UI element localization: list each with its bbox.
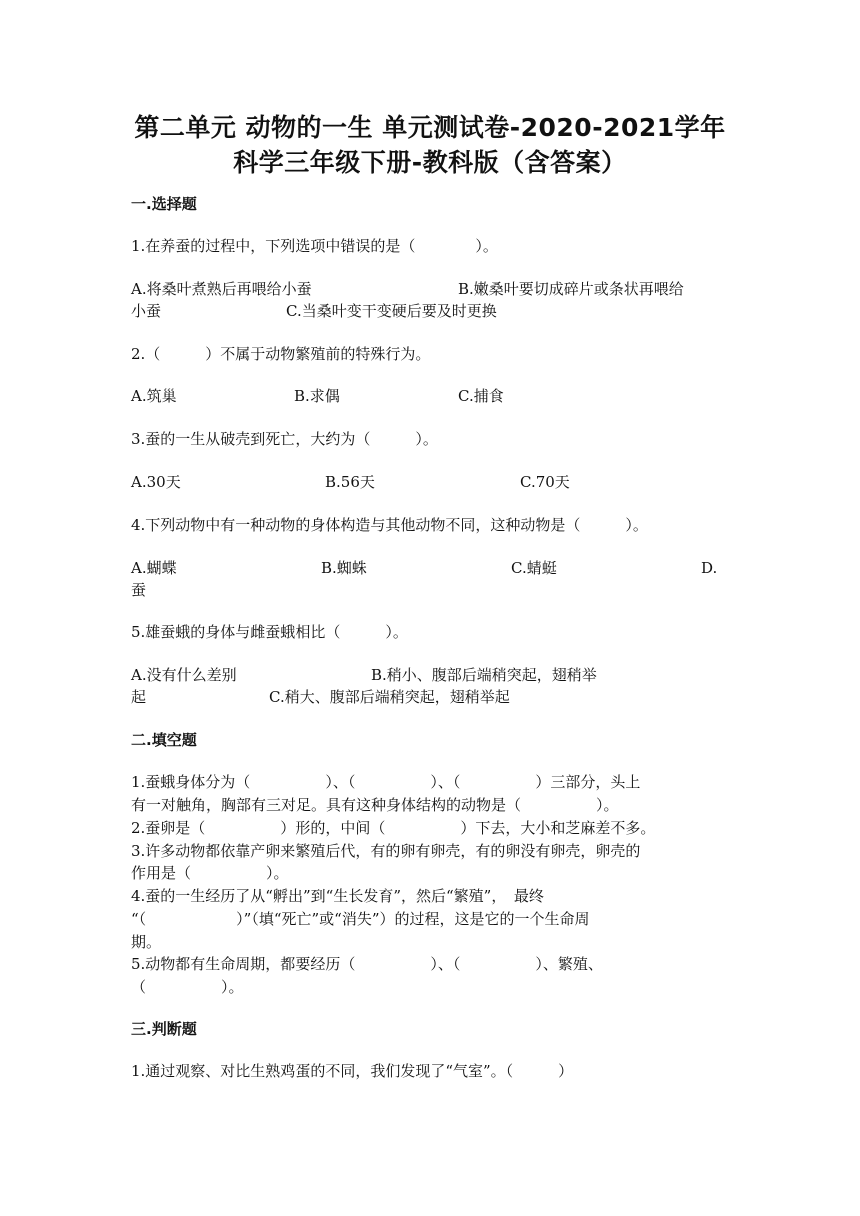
option-b: B.稍小、腹部后端稍突起，翅稍举	[371, 666, 597, 684]
text-line: 作用是（ ）。	[131, 864, 289, 882]
option-a: A.筑巢	[131, 387, 177, 405]
question-stem: 4.下列动物中有一种动物的身体构造与其他动物不同，这种动物是（ ）。	[131, 516, 648, 534]
title-line-2: 科学三年级下册-教科版（含答案）	[233, 148, 627, 177]
section-heading: 二.填空题	[131, 731, 197, 749]
option-b: B.蜘蛛	[321, 559, 367, 577]
section-heading: 一.选择题	[131, 195, 197, 213]
question-stem: 3.蚕的一生从破壳到死亡，大约为（ ）。	[131, 430, 438, 448]
text-line: （ ）。	[131, 978, 244, 996]
option-c: C.70天	[520, 473, 570, 491]
text-line: 有一对触角，胸部有三对足。具有这种身体结构的动物是（ ）。	[131, 796, 619, 814]
text-line: 1.蚕蛾身体分为（ ）、（ ）、（ ）三部分，头上	[131, 773, 641, 791]
option-d: D.	[701, 559, 718, 577]
question-stem: 1.在养蚕的过程中，下列选项中错误的是（ ）。	[131, 237, 498, 255]
text-line: 期。	[131, 933, 162, 951]
option-b-continued: 小蚕	[131, 302, 162, 320]
option-c: C.当桑叶变干变硬后要及时更换	[286, 302, 497, 320]
question-stem: 1.通过观察、对比生熟鸡蛋的不同，我们发现了“气室”。（ ）	[131, 1062, 574, 1080]
option-c: C.稍大、腹部后端稍突起，翅稍举起	[269, 688, 510, 706]
text-line: 5.动物都有生命周期，都要经历（ ）、（ ）、繁殖、	[131, 955, 603, 973]
option-b-continued: 起	[131, 688, 147, 706]
option-a: A.没有什么差别	[131, 666, 237, 684]
option-a: A.蝴蝶	[131, 559, 177, 577]
option-b: B.求偶	[294, 387, 340, 405]
text-line: 4.蚕的一生经历了从“孵出”到“生长发育”，然后“繁殖”， 最终	[131, 887, 544, 905]
question-stem: 2.（ ）不属于动物繁殖前的特殊行为。	[131, 345, 431, 363]
option-a: A.将桑叶煮熟后再喂给小蚕	[131, 280, 312, 298]
option-c: C.蜻蜓	[511, 559, 557, 577]
text-line: 2.蚕卵是（ ）形的，中间（ ）下去，大小和芝麻差不多。	[131, 819, 656, 837]
option-c: C.捕食	[458, 387, 504, 405]
option-a: A.30天	[131, 473, 181, 491]
title-line-1: 第二单元 动物的一生 单元测试卷-2020-2021学年	[134, 113, 726, 142]
section-heading: 三.判断题	[131, 1020, 197, 1038]
text-line: 3.许多动物都依靠产卵来繁殖后代，有的卵有卵壳，有的卵没有卵壳，卵壳的	[131, 842, 641, 860]
option-b: B.嫩桑叶要切成碎片或条状再喂给	[458, 280, 684, 298]
option-d-continued: 蚕	[131, 581, 147, 599]
option-b: B.56天	[325, 473, 375, 491]
text-line: “（ ）”（填“死亡”或“消失”）的过程，这是它的一个生命周	[131, 910, 590, 928]
question-stem: 5.雄蚕蛾的身体与雌蚕蛾相比（ ）。	[131, 623, 408, 641]
